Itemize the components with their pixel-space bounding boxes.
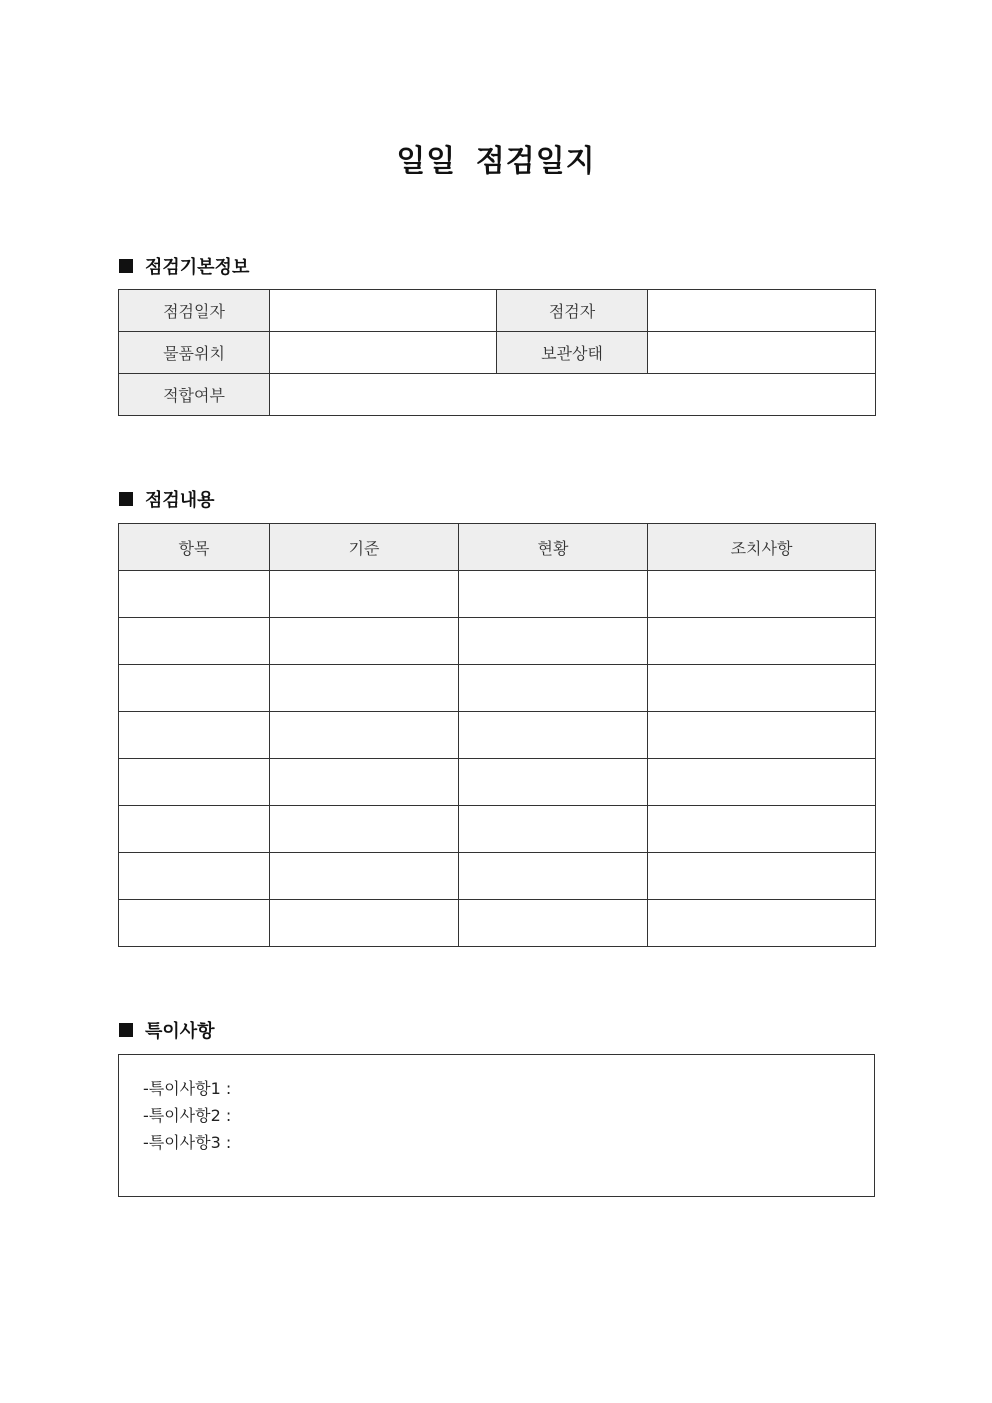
square-bullet-icon xyxy=(119,259,133,273)
table-cell[interactable] xyxy=(270,571,459,618)
column-header-action: 조치사항 xyxy=(648,524,876,571)
notes-box[interactable] xyxy=(118,1054,875,1197)
table-cell[interactable] xyxy=(459,712,648,759)
column-header-standard: 기준 xyxy=(270,524,459,571)
label-item-location: 물품위치 xyxy=(119,332,270,374)
table-cell[interactable] xyxy=(119,571,270,618)
table-cell[interactable] xyxy=(648,806,876,853)
label-inspector: 점검자 xyxy=(497,290,648,332)
table-cell[interactable] xyxy=(459,806,648,853)
table-cell[interactable] xyxy=(648,853,876,900)
column-header-item: 항목 xyxy=(119,524,270,571)
table-cell[interactable] xyxy=(459,665,648,712)
note-item: -특이사항3 : xyxy=(143,1133,232,1152)
table-row xyxy=(119,853,876,900)
table-row xyxy=(119,900,876,947)
table-row xyxy=(119,332,876,374)
basic-info-heading xyxy=(119,253,249,279)
table-cell[interactable] xyxy=(119,900,270,947)
table-row xyxy=(119,806,876,853)
table-cell[interactable] xyxy=(270,618,459,665)
table-row xyxy=(119,374,876,416)
table-cell[interactable] xyxy=(648,618,876,665)
table-cell[interactable] xyxy=(459,571,648,618)
table-row xyxy=(119,759,876,806)
label-suitability: 적합여부 xyxy=(119,374,270,416)
inspection-heading-text: 점검내용 xyxy=(145,490,215,511)
table-cell[interactable] xyxy=(270,759,459,806)
table-cell[interactable] xyxy=(459,759,648,806)
item-location-field[interactable] xyxy=(270,332,497,374)
notes-heading-text: 특이사항 xyxy=(145,1021,215,1042)
basic-info-heading-text: 점검기본정보 xyxy=(145,257,250,278)
note-item: -특이사항2 : xyxy=(143,1106,232,1125)
table-row xyxy=(119,571,876,618)
inspection-heading xyxy=(119,486,215,512)
table-row xyxy=(119,665,876,712)
table-cell[interactable] xyxy=(648,900,876,947)
label-storage-status: 보관상태 xyxy=(497,332,648,374)
table-cell[interactable] xyxy=(119,853,270,900)
column-header-status: 현황 xyxy=(459,524,648,571)
inspection-date-field[interactable] xyxy=(270,290,497,332)
table-cell[interactable] xyxy=(648,571,876,618)
notes-list xyxy=(143,1075,231,1156)
document-title: 일일 점검일지 xyxy=(396,144,596,179)
table-row xyxy=(119,712,876,759)
inspector-field[interactable] xyxy=(648,290,876,332)
table-cell[interactable] xyxy=(270,712,459,759)
table-cell[interactable] xyxy=(119,759,270,806)
table-cell[interactable] xyxy=(648,665,876,712)
table-cell[interactable] xyxy=(119,618,270,665)
table-cell[interactable] xyxy=(119,665,270,712)
table-cell[interactable] xyxy=(270,853,459,900)
table-cell[interactable] xyxy=(459,618,648,665)
table-cell[interactable] xyxy=(648,712,876,759)
square-bullet-icon xyxy=(119,1023,133,1037)
table-cell[interactable] xyxy=(119,806,270,853)
suitability-field[interactable] xyxy=(270,374,876,416)
table-cell[interactable] xyxy=(270,806,459,853)
basic-info-table xyxy=(118,289,876,416)
table-cell[interactable] xyxy=(459,853,648,900)
table-cell[interactable] xyxy=(119,712,270,759)
label-inspection-date: 점검일자 xyxy=(119,290,270,332)
table-cell[interactable] xyxy=(459,900,648,947)
note-item: -특이사항1 : xyxy=(143,1079,232,1098)
table-header-row xyxy=(119,524,876,571)
storage-status-field[interactable] xyxy=(648,332,876,374)
table-cell[interactable] xyxy=(648,759,876,806)
square-bullet-icon xyxy=(119,492,133,506)
table-row xyxy=(119,290,876,332)
inspection-table xyxy=(118,523,876,947)
notes-heading xyxy=(119,1017,215,1043)
table-cell[interactable] xyxy=(270,900,459,947)
table-row xyxy=(119,618,876,665)
table-cell[interactable] xyxy=(270,665,459,712)
